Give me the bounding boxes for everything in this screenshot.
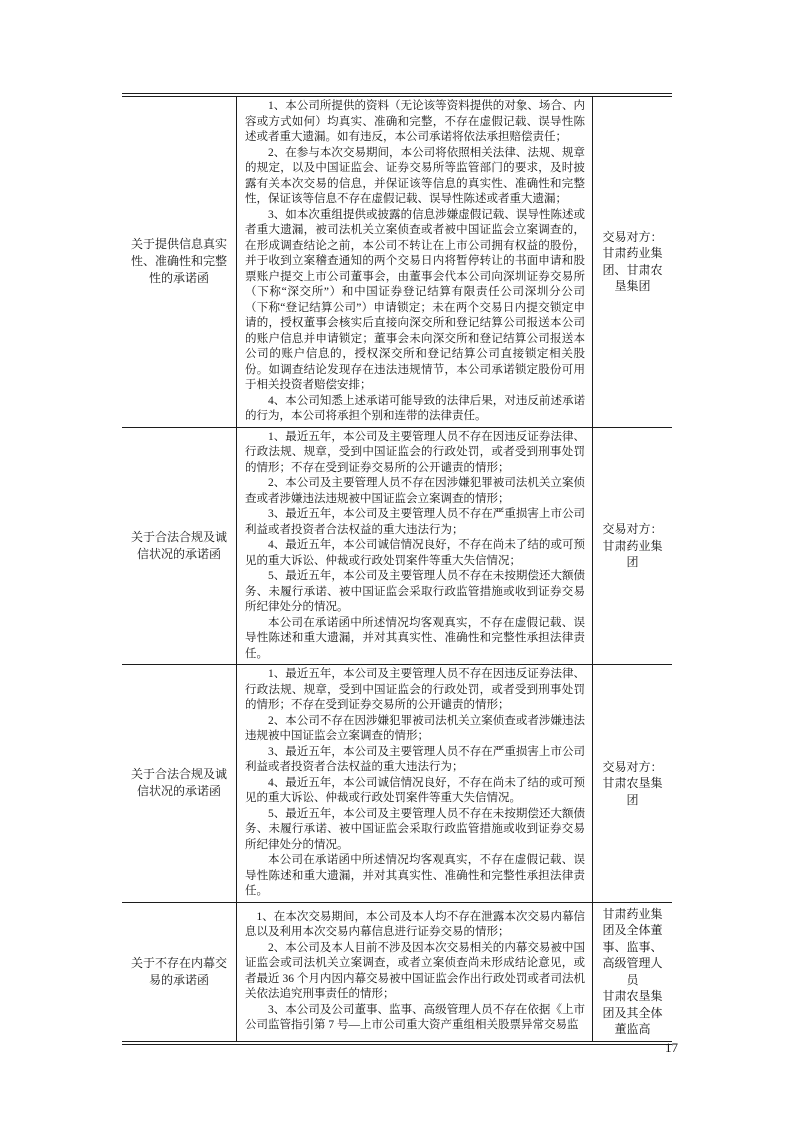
commitment-paragraph: 3、最近五年，本公司及主要管理人员不存在严重损害上市公司利益或者投资者合法权益的重大违法行为； xyxy=(245,508,585,536)
counterparty-caption: 交易对方： xyxy=(602,759,663,774)
commitment-paragraph: 3、如本次重组提供或披露的信息涉嫌虚假记载、误导性陈述或者重大遗漏，被司法机关立案侦查或者被中国证监会立案调查的，在形成调查结论之前，本公司不转让在上市公司拥有权益的股份，并于收到立案稽查通知的两个交易日内将暂停转让的书面申请和股票账户提交上市公司董事会，由董事会代本公司向深圳证券交易所（下称“深交所”）和中国证券登记结算有限责任公司深圳分公司（下称“登记结算公司”）申请锁定；未在两个交易日内提交锁定申请的，授权董事会核实后直接向深交所和登记结算公司报送本公司的账户信息并申请锁定；董事会未向深交所和登记结算公司报送本公司的账户信息的，授权深交所和登记结算公司直接锁定相关股份。如调查结论发现存在违法违规情节，本公司承诺锁定股份可用于相关投资者赔偿安排； xyxy=(245,208,585,391)
commitment-paragraph: 2、本公司不存在因涉嫌犯罪被司法机关立案侦查或者涉嫌违法违规被中国证监会立案调查的情形； xyxy=(245,714,585,742)
commitment-paragraph: 4、本公司知悉上述承诺可能导致的法律后果，对违反前述承诺的行为，本公司将承担个别和连带的法律责任。 xyxy=(245,394,585,422)
commitment-type-cell xyxy=(122,428,237,666)
commitment-type-cell xyxy=(122,903,237,1041)
commitment-paragraph: 2、本公司及本人目前不涉及因本次交易相关的内幕交易被中国证监会或司法机关立案调查，或者立案侦查尚未形成结论意见，或者最近 36 个月内因内幕交易被中国证监会作出行政处罚或者司法机关依法追究刑事责任的情形； xyxy=(245,941,585,1000)
counterparty-names: 甘肃药业集团、甘肃农垦集团 xyxy=(602,246,663,294)
commitment-paragraph: 1、最近五年，本公司及主要管理人员不存在因违反证券法律、行政法规、规章，受到中国证监会的行政处罚，或者受到刑事处罚的情形；不存在受到证券交易所的公开谴责的情形； xyxy=(245,668,585,711)
counterparty-cell xyxy=(593,97,672,428)
commitment-content-cell xyxy=(237,97,593,428)
commitment-paragraph: 本公司在承诺函中所述情况均客观真实，不存在虚假记载、误导性陈述和重大遗漏，并对其真实性、准确性和完整性承担法律责任。 xyxy=(245,854,585,897)
commitment-type-cell xyxy=(122,97,237,428)
table-row xyxy=(122,665,672,903)
commitment-type-label: 关于提供信息真实性、准确性和完整性的承诺函 xyxy=(130,237,227,286)
commitment-paragraph: 2、在参与本次交易期间，本公司将依照相关法律、法规、规章的规定，以及中国证监会、证券交易所等监管部门的要求，及时披露有关本次交易的信息，并保证该等信息的真实性、准确性和完整性，保证该等信息不存在虚假记载、误导性陈述或者重大遗漏； xyxy=(245,146,585,205)
commitment-content-cell xyxy=(237,903,593,1041)
commitment-table xyxy=(122,93,672,1045)
commitment-type-label: 关于合法合规及诚信状况的承诺函 xyxy=(130,529,227,561)
commitment-paragraph: 1、在本次交易期间，本公司及本人均不存在泄露本次交易内幕信息以及利用本次交易内幕信息进行证券交易的情形； xyxy=(245,910,585,938)
commitment-paragraph: 5、最近五年，本公司及主要管理人员不存在未按期偿还大额债务、未履行承诺、被中国证监会采取行政监管措施或收到证券交易所纪律处分的情况。 xyxy=(245,570,585,613)
table-row xyxy=(122,903,672,1041)
counterparty-caption: 交易对方： xyxy=(602,229,663,244)
commitment-paragraph: 5、最近五年，本公司及主要管理人员不存在未按期偿还大额债务、未履行承诺、被中国证监会采取行政监管措施或收到证券交易所纪律处分的情况。 xyxy=(245,807,585,851)
commitment-type-label: 关于合法合规及诚信状况的承诺函 xyxy=(130,767,227,799)
counterparty-cell xyxy=(593,428,672,666)
commitment-content-cell xyxy=(237,428,593,666)
counterparty-names: 甘肃药业集团及全体董事、监事、高级管理人员 xyxy=(602,906,663,987)
commitment-type-cell xyxy=(122,665,237,903)
commitment-paragraph: 3、本公司及公司董事、监事、高级管理人员不存在依据《上市公司监管指引第 7 号—上市公司重大资产重组相关股票异常交易监 xyxy=(245,1003,585,1031)
commitment-paragraph: 4、最近五年，本公司诚信情况良好，不存在尚未了结的或可预见的重大诉讼、仲裁或行政处罚案件等重大失信情况。 xyxy=(245,776,585,804)
commitment-content-cell xyxy=(237,665,593,903)
commitment-paragraph: 4、最近五年，本公司诚信情况良好，不存在尚未了结的或可预见的重大诉讼、仲裁或行政处罚案件等重大失信情况； xyxy=(245,539,585,567)
table-row xyxy=(122,97,672,428)
counterparty-names: 甘肃农垦集团 xyxy=(602,776,663,807)
commitment-type-label: 关于不存在内幕交易的承诺函 xyxy=(130,955,227,987)
counterparty-cell xyxy=(593,903,672,1041)
commitment-paragraph: 本公司在承诺函中所述情况均客观真实，不存在虚假记载、误导性陈述和重大遗漏，并对其真实性、准确性和完整性承担法律责任。 xyxy=(245,616,585,660)
counterparty-names: 甘肃药业集团 xyxy=(602,538,663,569)
counterparty-cell xyxy=(593,665,672,903)
counterparty-names: 甘肃农垦集团及其全体董监高 xyxy=(602,989,663,1036)
counterparty-caption: 交易对方： xyxy=(602,522,663,536)
page-number: 17 xyxy=(665,1040,678,1055)
commitment-paragraph: 3、最近五年，本公司及主要管理人员不存在严重损害上市公司利益或者投资者合法权益的重大违法行为； xyxy=(245,745,585,773)
commitment-paragraph: 1、最近五年，本公司及主要管理人员不存在因违反证券法律、行政法规、规章，受到中国证监会的行政处罚，或者受到刑事处罚的情形；不存在受到证券交易所的公开谴责的情形； xyxy=(245,430,585,474)
table-row xyxy=(122,428,672,666)
commitment-paragraph: 1、本公司所提供的资料（无论该等资料提供的对象、场合、内容或方式如何）均真实、准确和完整，不存在虚假记载、误导性陈述或者重大遗漏。如有违反，本公司承诺将依法承担赔偿责任； xyxy=(245,100,585,143)
commitment-paragraph: 2、本公司及主要管理人员不存在因涉嫌犯罪被司法机关立案侦查或者涉嫌违法违规被中国证监会立案调查的情形； xyxy=(245,477,585,505)
